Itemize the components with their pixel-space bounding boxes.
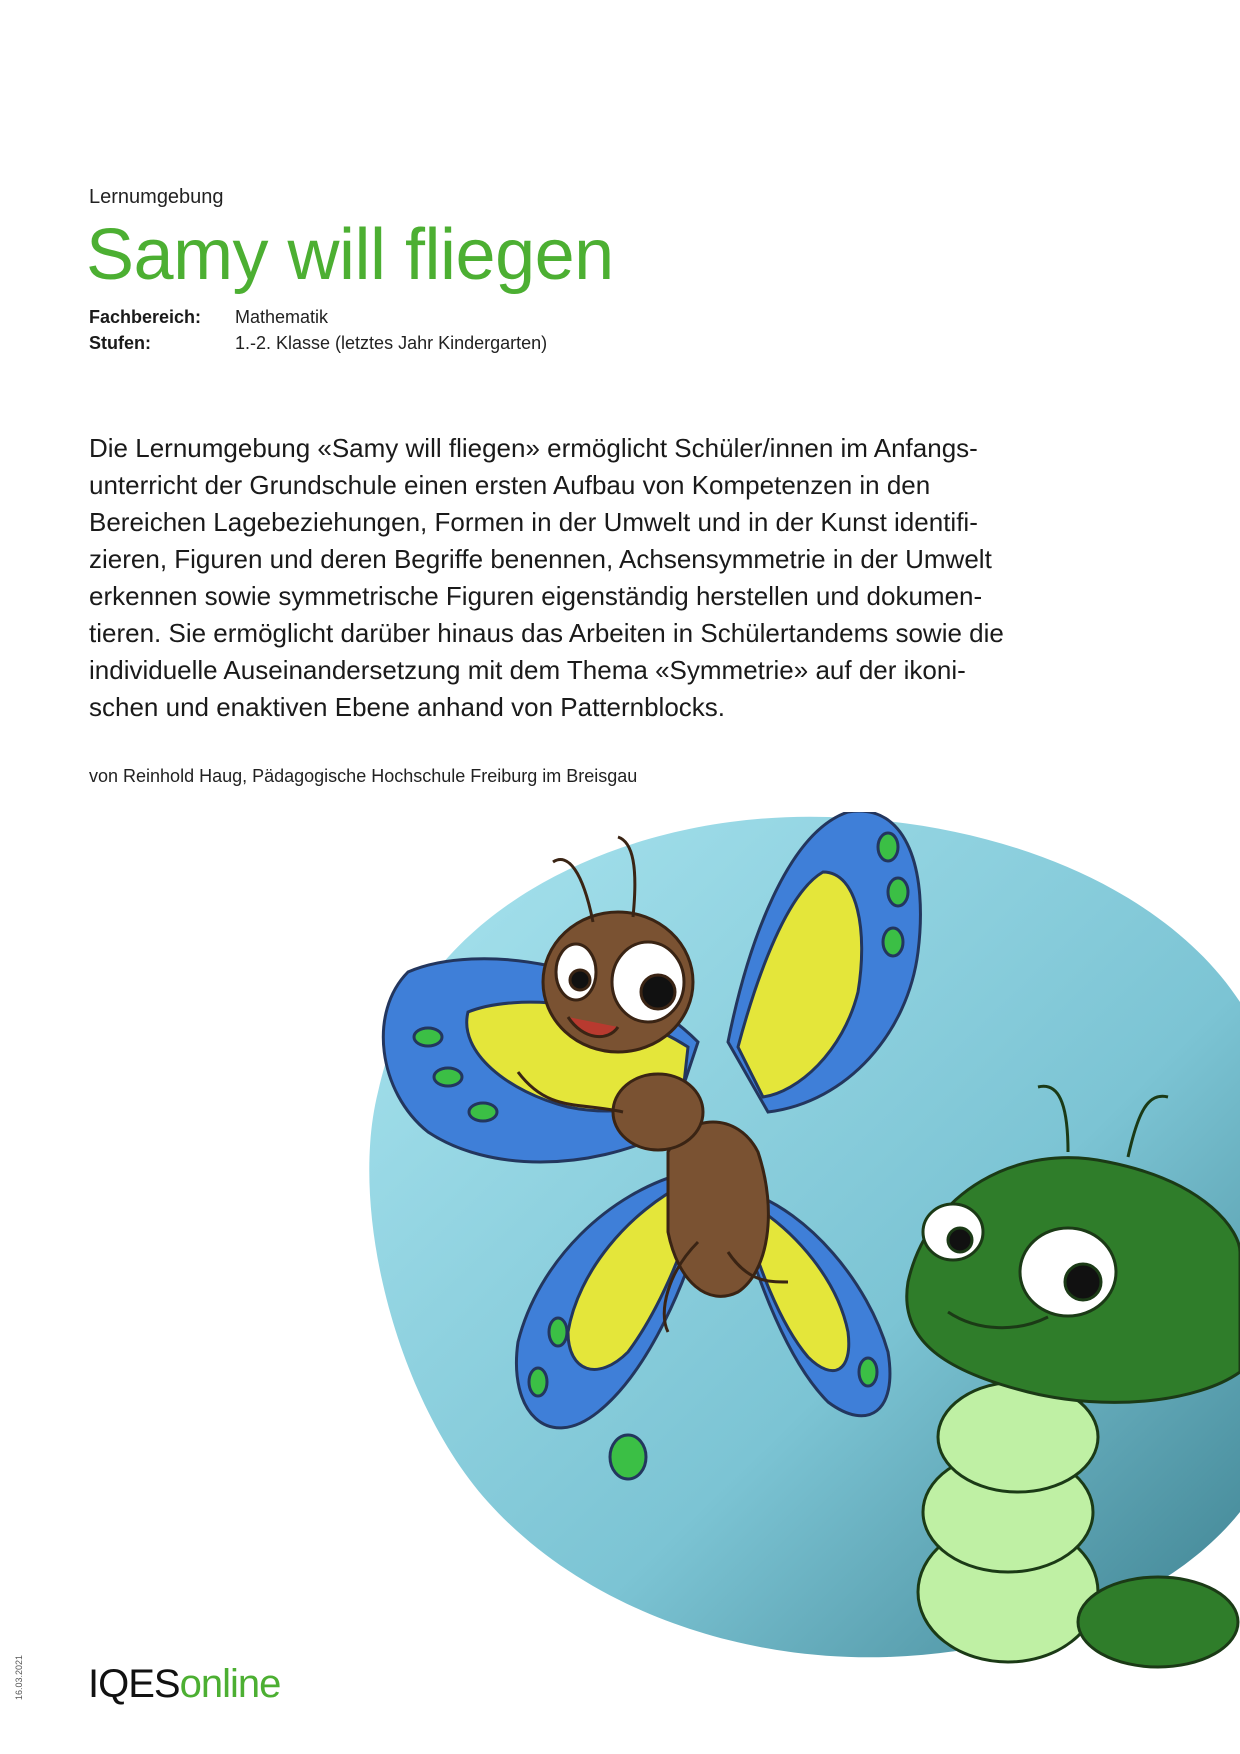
wing-spot [549, 1318, 567, 1346]
logo-online: online [179, 1662, 281, 1706]
pupil [1065, 1264, 1101, 1300]
document-type-label: Lernumgebung [89, 186, 224, 208]
page-title: Samy will fliegen [86, 215, 614, 295]
wing-spot [610, 1435, 646, 1479]
meta-row-subject [89, 304, 547, 330]
meta-row-level [89, 330, 547, 356]
caterpillar-segment [1078, 1577, 1238, 1667]
wing-spot [883, 928, 903, 956]
wing-spot [878, 833, 898, 861]
author-line: von Reinhold Haug, Pädagogische Hochschule Freiburg im Breisgau [89, 766, 638, 786]
wing-spot [859, 1358, 877, 1386]
logo-iqes: IQES [88, 1662, 180, 1706]
thorax [613, 1074, 703, 1150]
pupil [570, 970, 590, 990]
meta-value: 1.-2. Klasse (letztes Jahr Kindergarten) [235, 333, 548, 353]
wing-spot [469, 1103, 497, 1121]
wing-spot [414, 1028, 442, 1046]
butterfly-caterpillar-illustration [368, 812, 1240, 1672]
abdomen [668, 1122, 768, 1296]
wing-spot [529, 1368, 547, 1396]
meta-info [89, 304, 547, 356]
pupil [641, 975, 675, 1009]
wing-spot [888, 878, 908, 906]
iqes-online-logo [88, 1660, 280, 1708]
meta-key: Stufen: [89, 333, 151, 353]
print-date: 16.03.2021 [14, 1654, 24, 1700]
intro-paragraph: Die Lernumgebung «Samy will fliegen» ermöglicht Schüler/innen im Anfangs- unterricht der Grundschule einen ersten Aufbau von Kompetenzen in den Bereichen Lagebeziehungen, Formen in der Umwelt und in der Kunst identifi- zieren, Figuren und deren Begriffe benennen, Achsensymmetrie in der Umwelt erkennen sowie symmetrische Figuren eigenständig herstellen und dokumen- tieren. Sie ermöglicht darüber hinaus das Arbeiten in Schülertandems sowie die individuelle Auseinandersetzung mit dem Thema «Symmetrie» auf der ikoni- schen und enaktiven Ebene anhand von Patternblocks. [89, 433, 1004, 722]
pupil [948, 1228, 972, 1252]
meta-value: Mathematik [235, 307, 329, 327]
meta-key: Fachbereich: [89, 307, 202, 327]
wing-spot [434, 1068, 462, 1086]
